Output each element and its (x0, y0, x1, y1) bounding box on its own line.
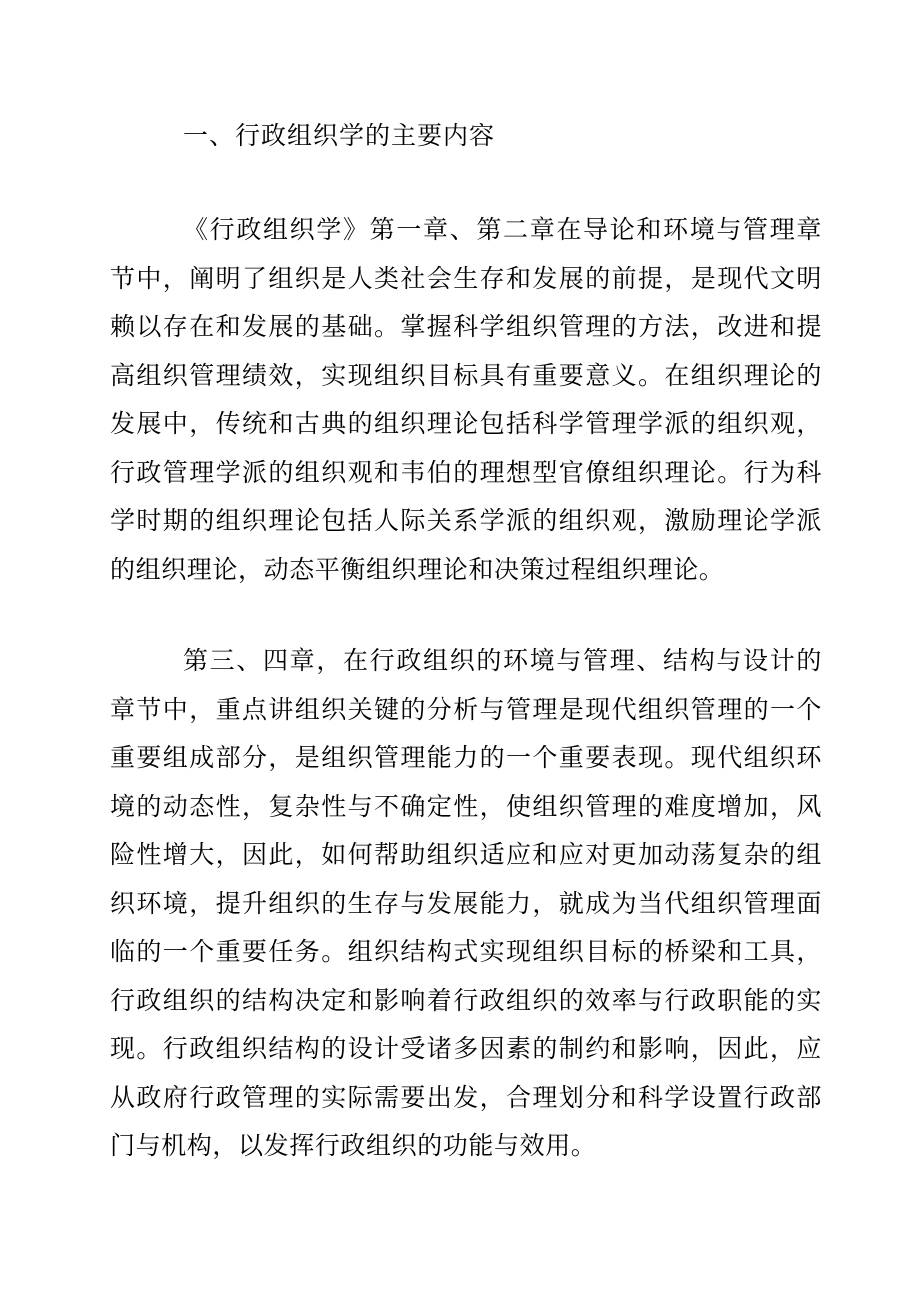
paragraph-chapters-3-4: 第三、四章，在行政组织的环境与管理、结构与设计的章节中，重点讲组织关键的分析与管理是现代组织管理的一个重要组成部分，是组织管理能力的一个重要表现。现代组织环境的动态性，复杂性与不确定性，使组织管理的难度增加，风险性增大，因此，如何帮助组织适应和应对更加动荡复杂的组织环境，提升组织的生存与发展能力，就成为当代组织管理面临的一个重要任务。组织结构式实现组织目标的桥梁和工具，行政组织的结构决定和影响着行政组织的效率与行政职能的实现。行政组织结构的设计受诸多因素的制约和影响，因此，应从政府行政管理的实际需要出发，合理划分和科学设置行政部门与机构，以发挥行政组织的功能与效用。 (110, 646, 822, 1160)
paragraph-chapters-1-2: 《行政组织学》第一章、第二章在导论和环境与管理章节中，阐明了组织是人类社会生存和发展的前提，是现代文明赖以存在和发展的基础。掌握科学组织管理的方法，改进和提高组织管理绩效，实现组织目标具有重要意义。在组织理论的发展中，传统和古典的组织理论包括科学管理学派的组织观，行政管理学派的组织观和韦伯的理想型官僚组织理论。行为科学时期的组织理论包括人际关系学派的组织观，激励理论学派的组织理论，动态平衡组织理论和决策过程组织理论。 (110, 215, 822, 584)
section-heading: 一、行政组织学的主要内容 (183, 121, 496, 150)
